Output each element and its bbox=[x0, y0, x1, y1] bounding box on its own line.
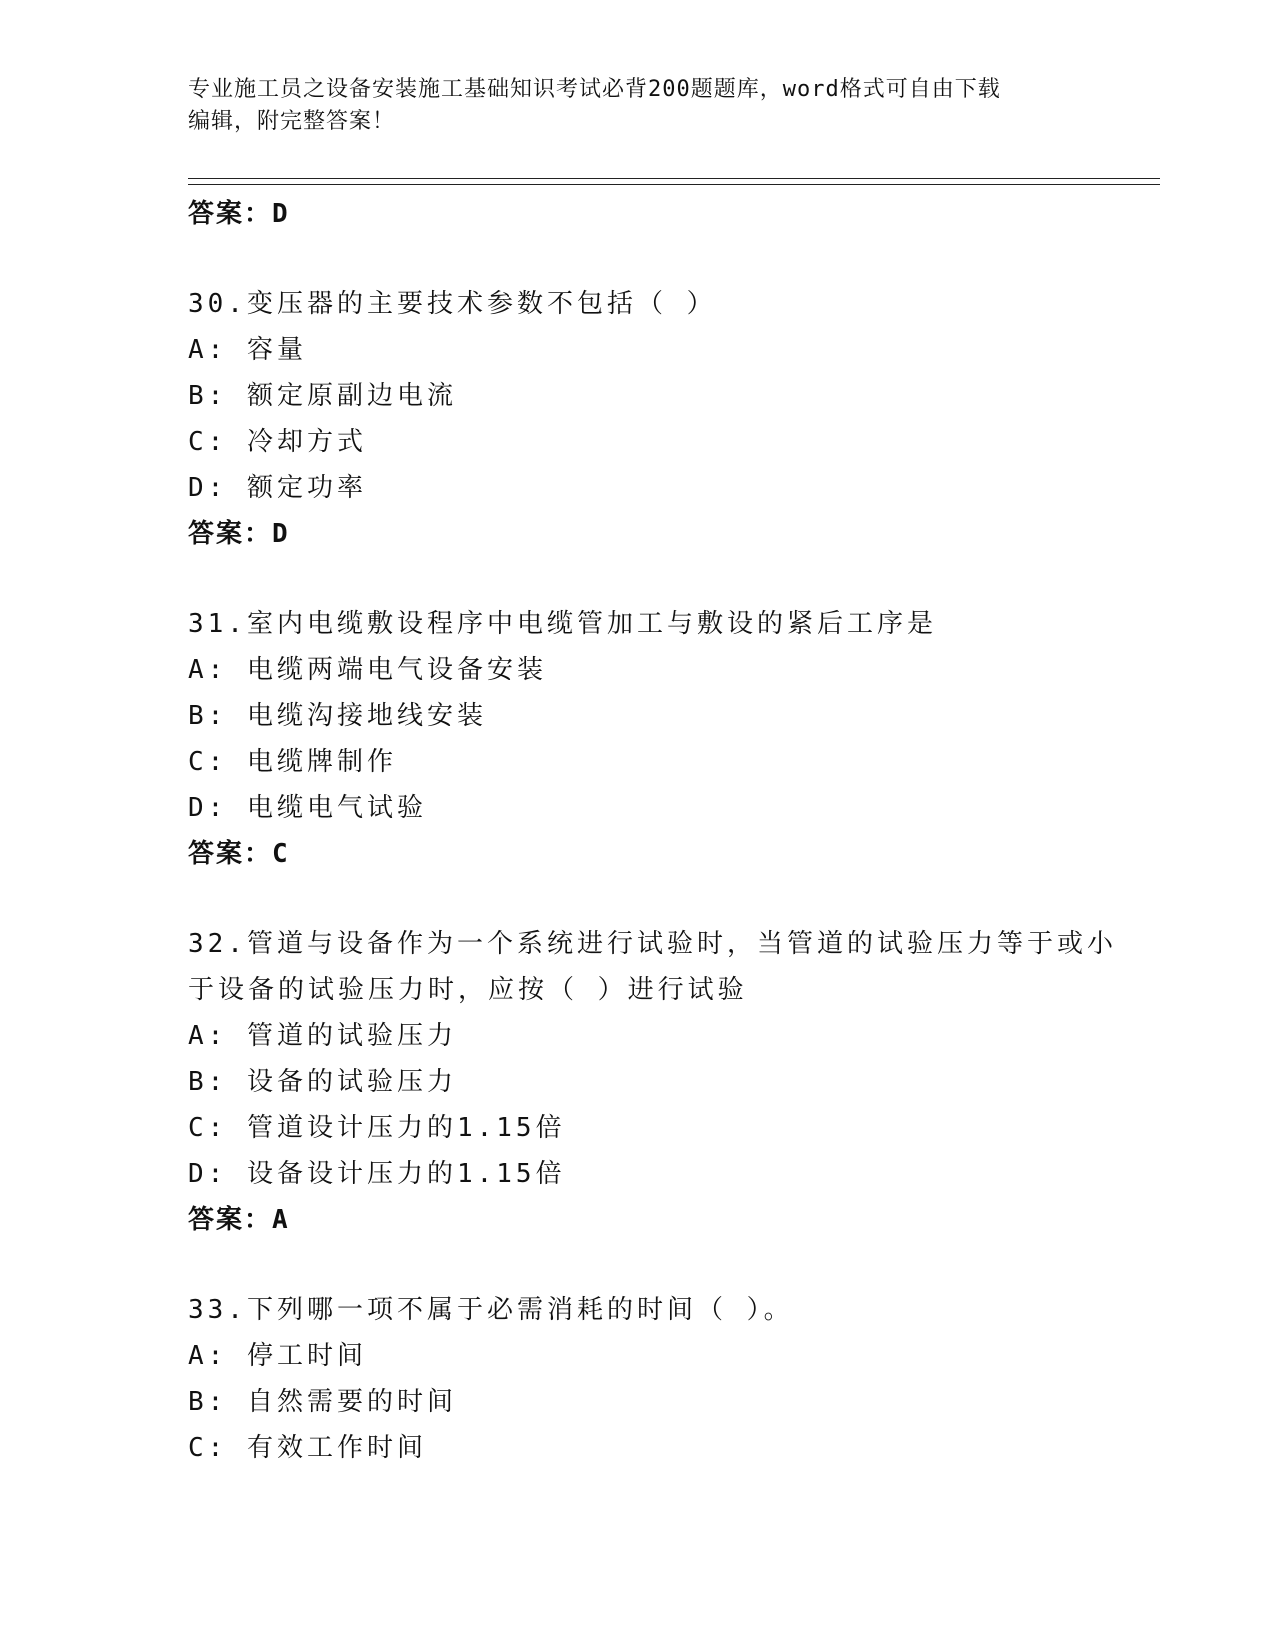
question-stem: 30.变压器的主要技术参数不包括（ ） bbox=[188, 289, 717, 319]
question-stem: 31.室内电缆敷设程序中电缆管加工与敷设的紧后工序是 bbox=[188, 609, 937, 639]
option-c: C: 有效工作时间 bbox=[188, 1433, 427, 1463]
option-c: C: 管道设计压力的1.15倍 bbox=[188, 1113, 566, 1143]
header-line-1: 专业施工员之设备安装施工基础知识考试必背200题题库，word格式可自由下载 bbox=[188, 77, 1001, 102]
option-a: A: 管道的试验压力 bbox=[188, 1021, 457, 1051]
document-body bbox=[188, 191, 1117, 1515]
option-d: D: 额定功率 bbox=[188, 473, 367, 503]
option-c: C: 电缆牌制作 bbox=[188, 747, 397, 777]
answer: 答案：D bbox=[188, 519, 290, 549]
question-stem-line-1: 32.管道与设备作为一个系统进行试验时，当管道的试验压力等于或小 bbox=[188, 929, 1117, 959]
option-d: D: 电缆电气试验 bbox=[188, 793, 427, 823]
option-a: A: 停工时间 bbox=[188, 1341, 367, 1371]
question-31 bbox=[188, 601, 1088, 877]
option-b: B: 设备的试验压力 bbox=[188, 1067, 457, 1097]
question-stem: 33.下列哪一项不属于必需消耗的时间（ ）。 bbox=[188, 1295, 794, 1325]
question-30 bbox=[188, 281, 1088, 557]
previous-answer: 答案：D bbox=[188, 199, 290, 229]
option-b: B: 电缆沟接地线安装 bbox=[188, 701, 487, 731]
question-33 bbox=[188, 1287, 1088, 1471]
option-d: D: 设备设计压力的1.15倍 bbox=[188, 1159, 566, 1189]
document-header bbox=[188, 74, 1088, 138]
answer: 答案：C bbox=[188, 839, 290, 869]
option-a: A: 容量 bbox=[188, 335, 307, 365]
question-32 bbox=[188, 921, 1117, 1243]
previous-answer-block bbox=[188, 191, 1088, 237]
question-stem-line-2: 于设备的试验压力时，应按（ ）进行试验 bbox=[188, 975, 748, 1005]
option-a: A: 电缆两端电气设备安装 bbox=[188, 655, 547, 685]
header-divider-top bbox=[188, 178, 1160, 179]
option-b: B: 自然需要的时间 bbox=[188, 1387, 457, 1417]
header-line-2: 编辑，附完整答案！ bbox=[188, 109, 396, 134]
option-c: C: 冷却方式 bbox=[188, 427, 367, 457]
header-divider-bottom bbox=[188, 184, 1160, 185]
answer: 答案：A bbox=[188, 1205, 290, 1235]
option-b: B: 额定原副边电流 bbox=[188, 381, 457, 411]
